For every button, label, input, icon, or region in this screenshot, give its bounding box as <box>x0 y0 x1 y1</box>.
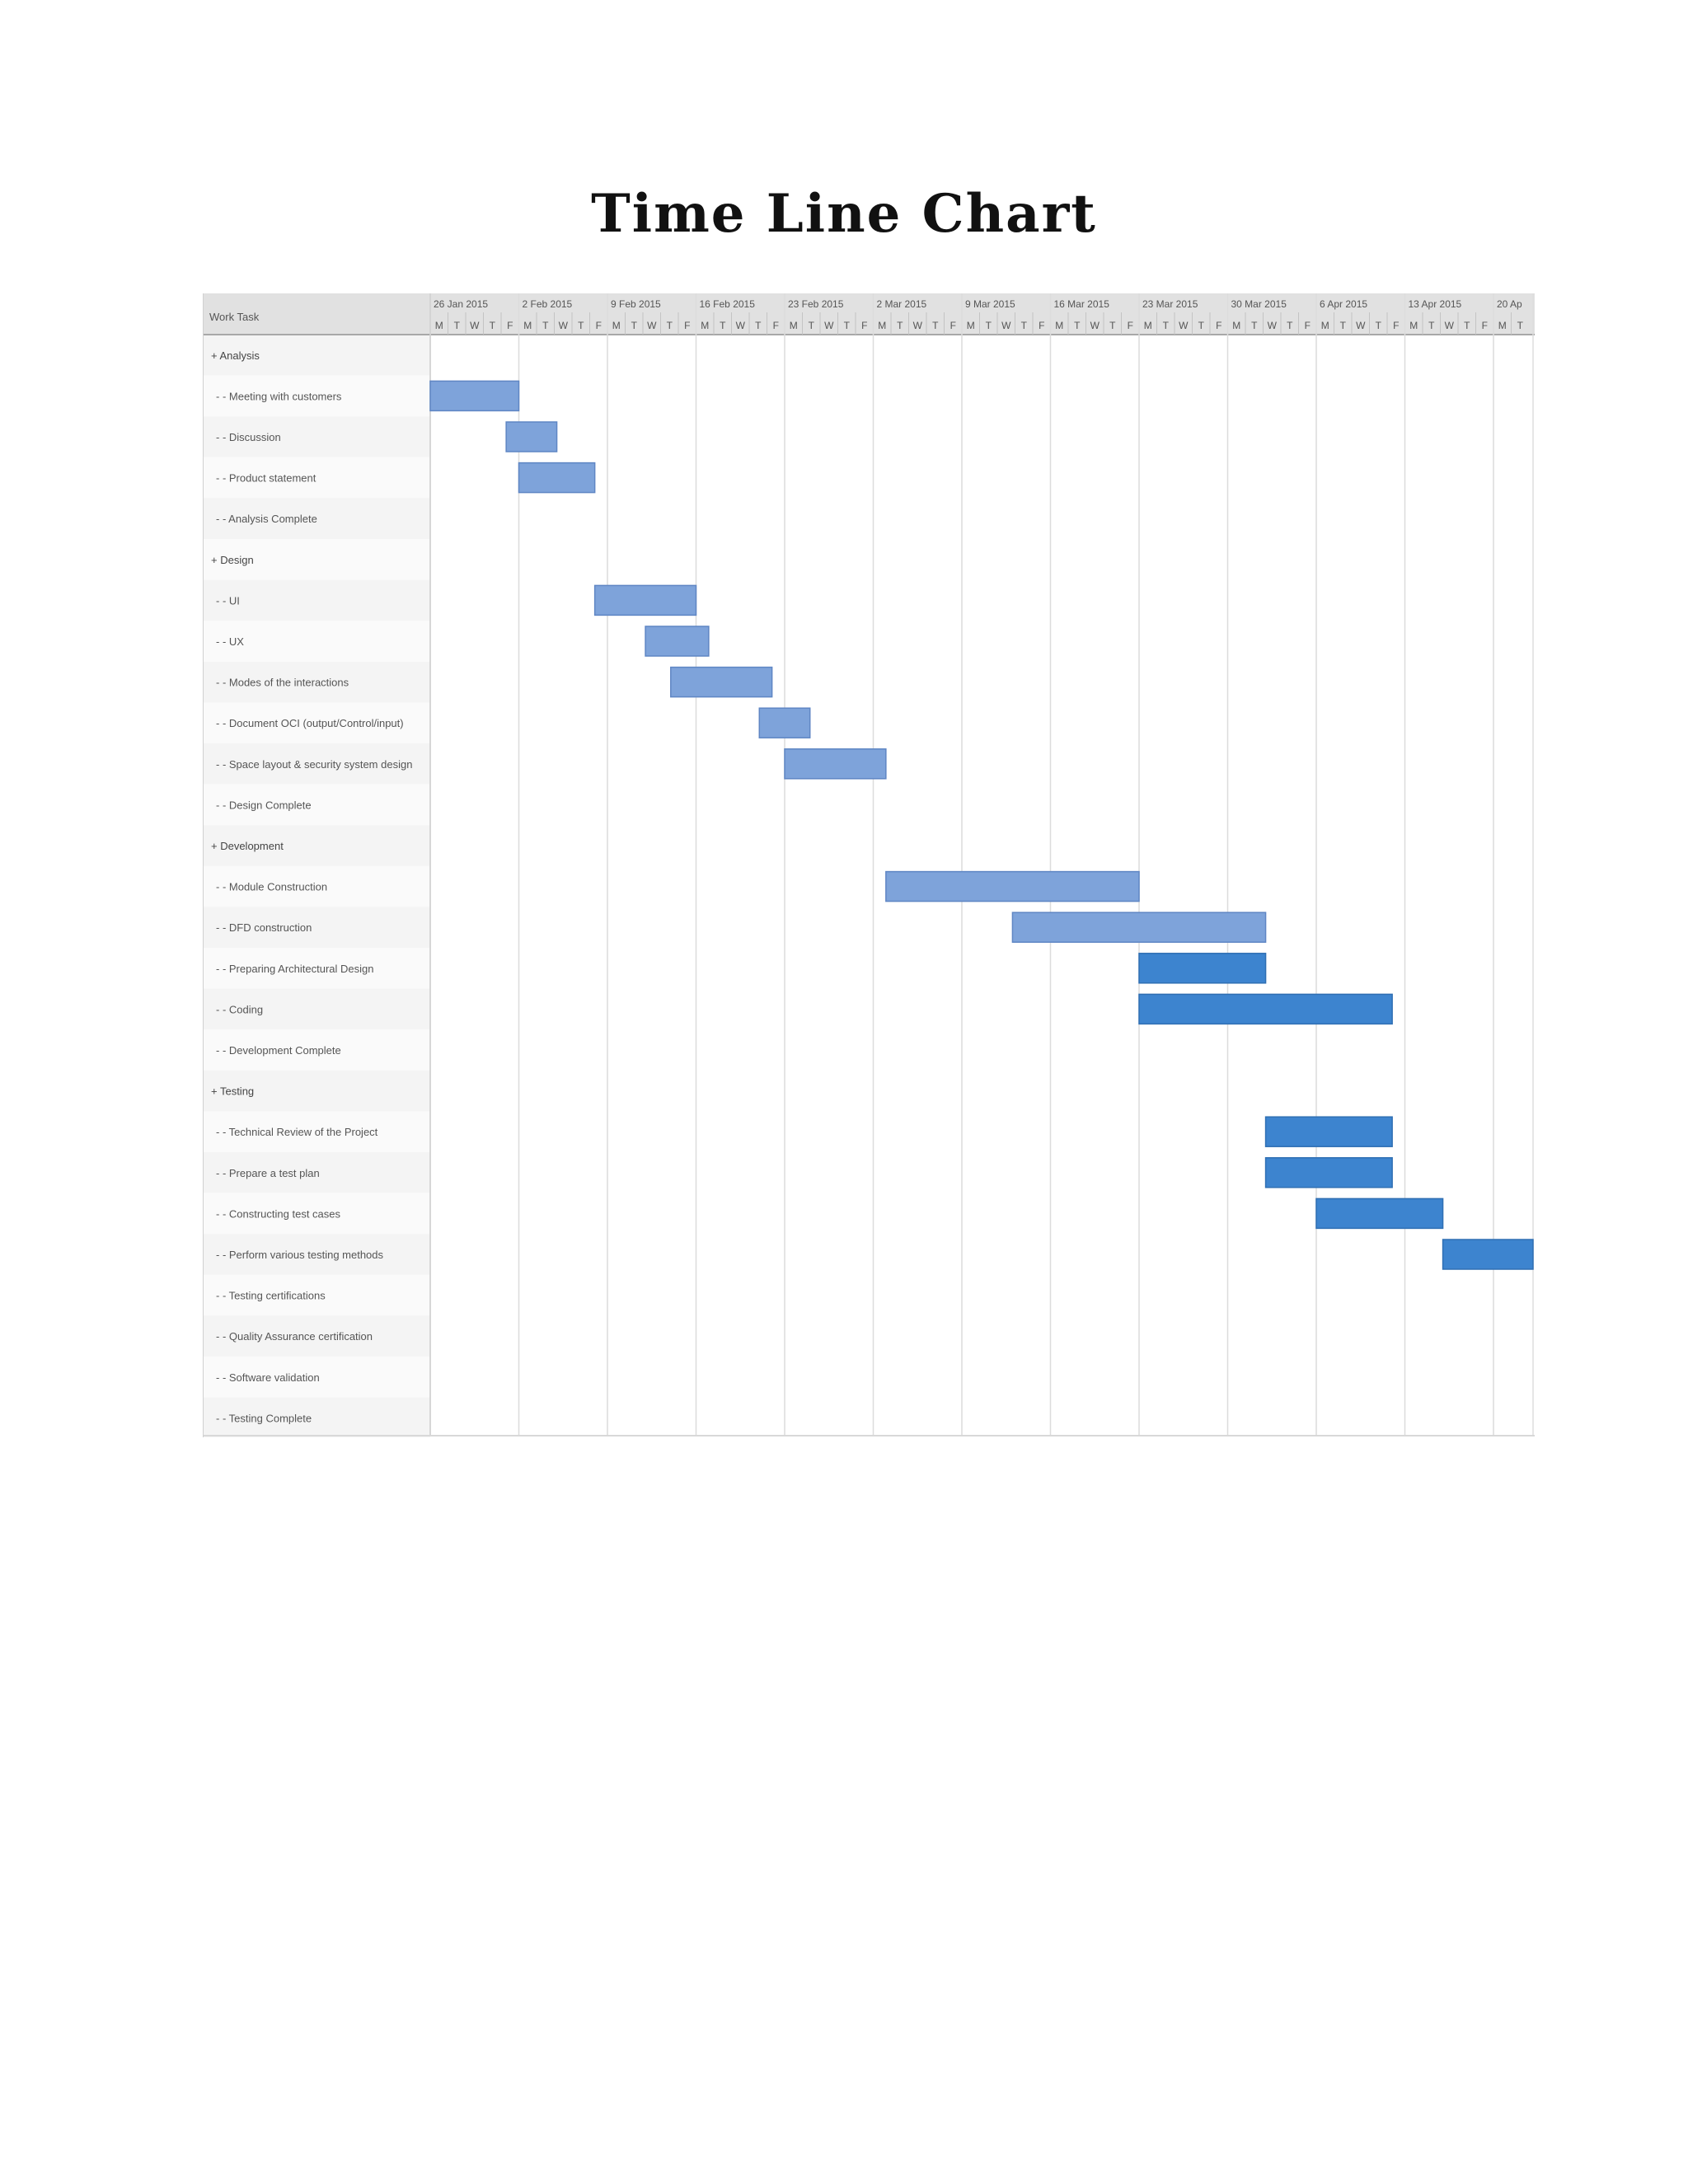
task-bar <box>886 872 1139 902</box>
day-label: M <box>878 320 887 331</box>
day-label: T <box>453 320 460 331</box>
day-label: M <box>1498 320 1507 331</box>
day-label: W <box>647 320 657 331</box>
week-label: 13 Apr 2015 <box>1408 298 1462 310</box>
task-bar <box>1266 1158 1393 1188</box>
day-label: F <box>950 320 956 331</box>
day-label: T <box>1251 320 1258 331</box>
task-label: - - Coding <box>216 1003 264 1016</box>
task-bar <box>759 708 809 738</box>
day-label: F <box>1393 320 1400 331</box>
task-label: - - Software validation <box>216 1371 320 1384</box>
day-label: T <box>1109 320 1116 331</box>
week-label: 23 Mar 2015 <box>1142 298 1198 310</box>
day-label: F <box>1216 320 1222 331</box>
day-label: W <box>735 320 745 331</box>
task-bar <box>1443 1240 1533 1269</box>
task-label: - - Quality Assurance certification <box>216 1330 373 1343</box>
day-label: F <box>684 320 691 331</box>
day-label: T <box>897 320 903 331</box>
task-bar <box>1316 1198 1443 1228</box>
week-label: 16 Mar 2015 <box>1053 298 1109 310</box>
page-title: Time Line Chart <box>591 183 1097 245</box>
task-bar <box>506 422 556 452</box>
task-label: - - Development Complete <box>216 1044 341 1057</box>
day-label: F <box>595 320 602 331</box>
day-label: F <box>1127 320 1133 331</box>
week-label: 9 Feb 2015 <box>611 298 661 310</box>
task-label: - - Preparing Architectural Design <box>216 962 374 975</box>
day-label: T <box>1428 320 1435 331</box>
day-label: W <box>470 320 480 331</box>
header-label-work-task: Work Task <box>209 311 260 323</box>
day-label: T <box>1287 320 1293 331</box>
day-label: F <box>772 320 779 331</box>
day-label: M <box>1409 320 1418 331</box>
task-label: - - Product statement <box>216 471 316 485</box>
task-label: - - Technical Review of the Project <box>216 1126 378 1139</box>
task-label: - - Document OCI (output/Control/input) <box>216 717 404 730</box>
task-label: - - Perform various testing methods <box>216 1249 384 1261</box>
week-label: 30 Mar 2015 <box>1231 298 1287 310</box>
group-label: + Development <box>211 840 284 852</box>
day-label: W <box>1179 320 1189 331</box>
task-label: - - Modes of the interactions <box>216 676 349 689</box>
day-label: M <box>966 320 975 331</box>
day-label: M <box>523 320 532 331</box>
group-label: + Design <box>211 553 254 566</box>
task-bar <box>1139 994 1392 1024</box>
task-bar <box>595 585 696 615</box>
task-label: - - Testing certifications <box>216 1289 326 1302</box>
day-label: M <box>1320 320 1329 331</box>
week-label: 2 Mar 2015 <box>876 298 927 310</box>
day-label: W <box>1267 320 1277 331</box>
day-label: W <box>1001 320 1011 331</box>
day-label: M <box>789 320 798 331</box>
task-label: - - UX <box>216 635 244 648</box>
task-bar <box>430 381 519 410</box>
gantt-svg <box>203 293 1535 1437</box>
day-label: F <box>861 320 868 331</box>
day-label: F <box>1481 320 1488 331</box>
day-label: T <box>666 320 673 331</box>
task-bar <box>1139 954 1266 983</box>
day-label: M <box>1143 320 1152 331</box>
task-label: - - DFD construction <box>216 921 312 935</box>
task-label: - - UI <box>216 594 240 607</box>
week-label: 9 Mar 2015 <box>965 298 1015 310</box>
task-label: - - Constructing test cases <box>216 1207 340 1221</box>
week-label: 16 Feb 2015 <box>699 298 755 310</box>
day-label: T <box>578 320 584 331</box>
task-label: - - Meeting with customers <box>216 390 342 403</box>
task-label: - - Analysis Complete <box>216 513 317 526</box>
day-label: M <box>1232 320 1241 331</box>
week-label: 2 Feb 2015 <box>522 298 573 310</box>
day-label: M <box>701 320 710 331</box>
task-label: - - Space layout & security system design <box>216 757 413 771</box>
day-label: W <box>558 320 568 331</box>
week-label: 23 Feb 2015 <box>788 298 844 310</box>
day-label: F <box>1304 320 1311 331</box>
day-label: T <box>1517 320 1523 331</box>
task-bar <box>1266 1117 1393 1146</box>
group-label: + Testing <box>211 1085 255 1098</box>
task-bar <box>671 668 772 697</box>
day-label: M <box>612 320 621 331</box>
day-label: W <box>1444 320 1454 331</box>
task-label: - - Discussion <box>216 431 281 443</box>
day-label: W <box>1356 320 1366 331</box>
group-label: + Analysis <box>211 349 260 362</box>
day-label: T <box>631 320 637 331</box>
day-label: T <box>1020 320 1027 331</box>
task-bar <box>1012 912 1265 942</box>
day-label: T <box>1339 320 1346 331</box>
day-label: T <box>1375 320 1381 331</box>
day-label: T <box>932 320 939 331</box>
day-label: F <box>507 320 513 331</box>
day-label: T <box>1464 320 1470 331</box>
day-label: T <box>985 320 992 331</box>
task-label: - - Design Complete <box>216 799 312 812</box>
day-label: F <box>1039 320 1045 331</box>
day-label: M <box>1055 320 1064 331</box>
day-label: T <box>489 320 495 331</box>
task-label: - - Testing Complete <box>216 1412 312 1425</box>
task-bar <box>519 463 595 493</box>
task-bar <box>645 626 709 656</box>
week-label: 6 Apr 2015 <box>1320 298 1368 310</box>
day-label: W <box>824 320 834 331</box>
day-label: W <box>912 320 922 331</box>
task-label: - - Prepare a test plan <box>216 1166 320 1179</box>
gantt-chart <box>203 293 1535 1437</box>
day-label: T <box>1162 320 1169 331</box>
task-bar <box>785 749 886 779</box>
task-label: - - Module Construction <box>216 880 328 893</box>
day-label: T <box>755 320 762 331</box>
day-label: T <box>843 320 850 331</box>
day-label: T <box>720 320 726 331</box>
day-label: M <box>434 320 443 331</box>
day-label: W <box>1090 320 1100 331</box>
day-label: T <box>1198 320 1204 331</box>
day-label: T <box>808 320 814 331</box>
week-label: 26 Jan 2015 <box>434 298 489 310</box>
day-label: T <box>542 320 549 331</box>
day-label: T <box>1074 320 1081 331</box>
week-label: 20 Ap <box>1497 298 1522 310</box>
